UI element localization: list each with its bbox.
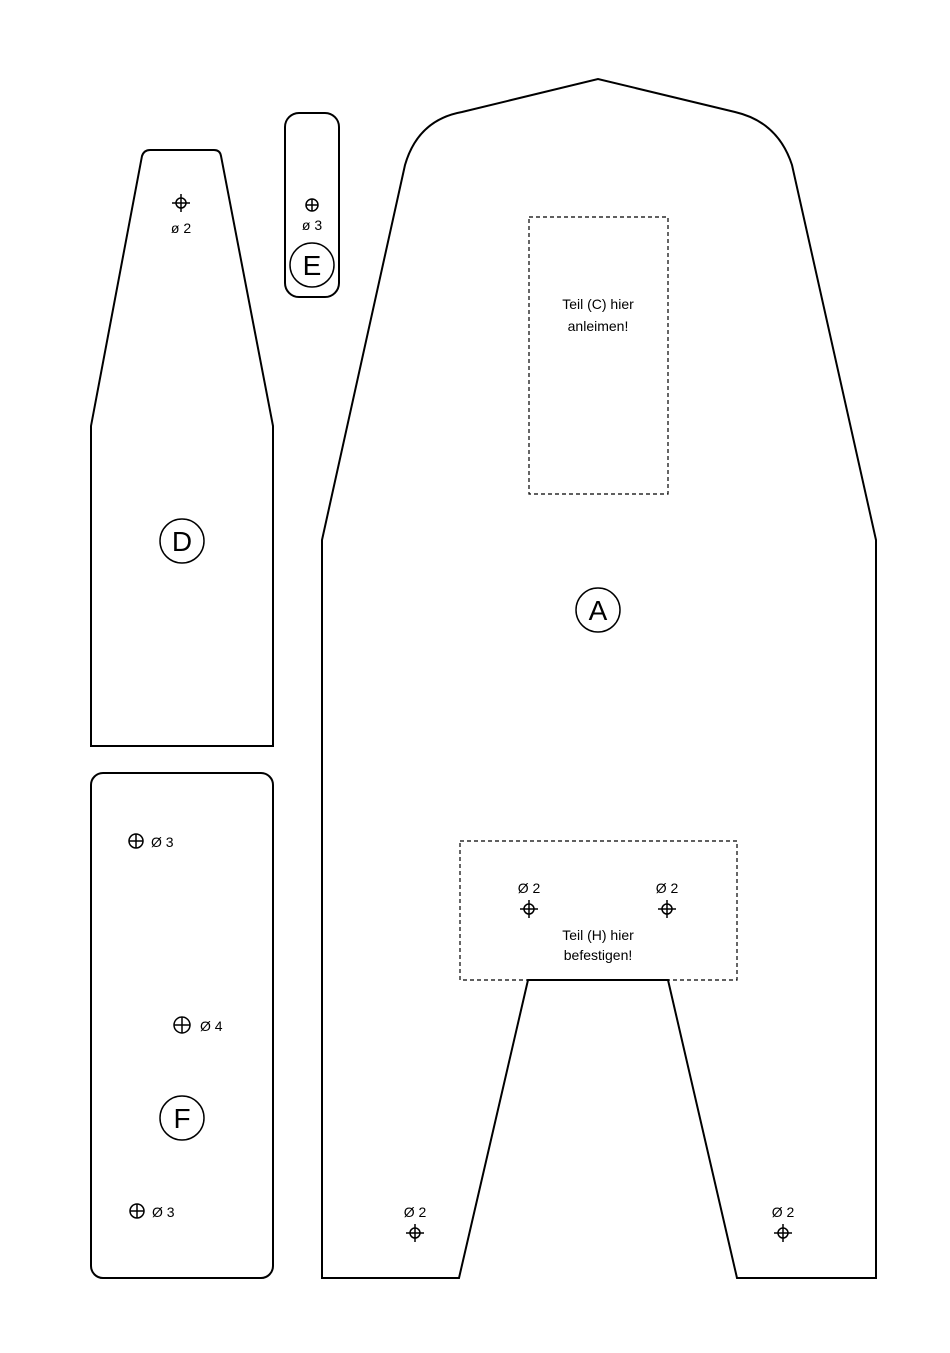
glue-area-c-text-line1: Teil (C) hier — [562, 296, 634, 312]
part-f-label: F — [173, 1103, 191, 1134]
cross-circle-hole-f-top — [129, 834, 143, 848]
hole-label-leg-right: Ø 2 — [771, 1204, 795, 1220]
mount-area-h-text-line1: Teil (H) hier — [562, 927, 634, 943]
crosshair-hole-leg-right — [774, 1224, 792, 1242]
crosshair-hole-h-left — [520, 900, 538, 918]
cross-circle-hole-f-bottom — [130, 1204, 144, 1218]
crosshair-hole-h-right — [658, 900, 676, 918]
mount-area-h-text-line2: befestigen! — [563, 947, 633, 963]
part-a-outline — [322, 79, 876, 1278]
hole-label-d: ø 2 — [170, 220, 192, 236]
crosshair-hole-d — [172, 194, 190, 212]
cross-circle-hole-e — [306, 199, 318, 211]
hole-label-h-left: Ø 2 — [517, 880, 541, 896]
hole-label-e: ø 3 — [301, 217, 323, 233]
part-d-label: D — [171, 526, 193, 557]
part-e-label: E — [302, 250, 322, 281]
cross-circle-hole-f-middle — [174, 1017, 190, 1033]
hole-label-h-right: Ø 2 — [655, 880, 679, 896]
crosshair-hole-leg-left — [406, 1224, 424, 1242]
part-d-outline — [91, 150, 273, 746]
glue-area-c-text-line2: anleimen! — [567, 318, 629, 334]
hole-label-f-top: Ø 3 — [151, 834, 174, 850]
part-a-label: A — [588, 595, 608, 626]
glue-area-c — [529, 217, 668, 494]
hole-label-leg-left: Ø 2 — [403, 1204, 427, 1220]
hole-label-f-middle: Ø 4 — [200, 1018, 223, 1034]
hole-label-f-bottom: Ø 3 — [152, 1204, 175, 1220]
